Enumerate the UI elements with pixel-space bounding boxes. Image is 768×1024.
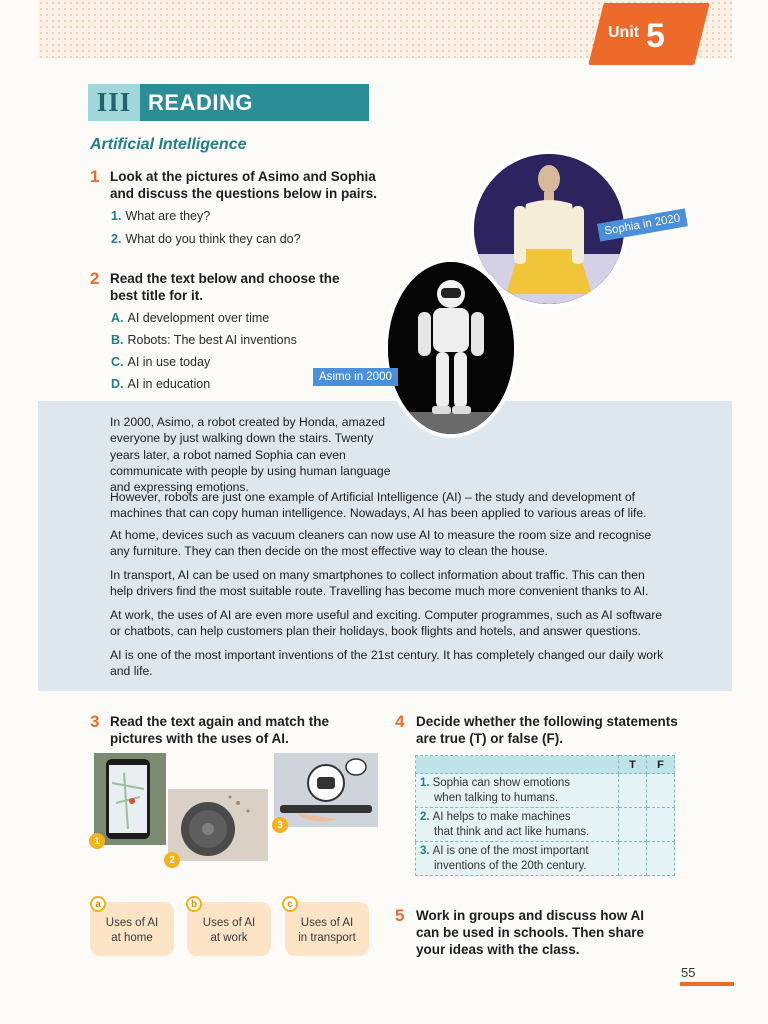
use-card-line-1: Uses of AI <box>300 917 354 929</box>
letter-b-badge: b <box>186 896 202 912</box>
statement-1 <box>416 774 619 808</box>
task-1-instruction <box>110 168 410 202</box>
lesson-subtitle: Artificial Intelligence <box>90 136 247 153</box>
task-2-instruction <box>110 270 380 304</box>
true-column-header: T <box>619 756 647 774</box>
question-text: What do you think they can do? <box>125 232 301 246</box>
picture-2-badge: 2 <box>164 852 180 868</box>
use-card-line-2: at work <box>210 932 248 944</box>
task-3-number: 3 <box>90 712 100 731</box>
option-text: Robots: The best AI inventions <box>127 333 297 347</box>
statement-text-line-1: AI is one of the most important <box>432 845 589 857</box>
task-2-line-2: best title for it. <box>110 288 204 303</box>
task-2-number: 2 <box>90 269 100 288</box>
task-1-question-2 <box>111 232 301 246</box>
task-5-number: 5 <box>395 906 405 925</box>
statement-text-line-2: that think and act like humans. <box>434 825 590 838</box>
table-row <box>416 842 675 876</box>
task-4-line-1: Decide whether the following statements <box>416 714 678 729</box>
option-label: B. <box>111 333 124 347</box>
task-2-option-b <box>111 333 297 347</box>
option-label: D. <box>111 377 124 391</box>
reading-paragraph-4: In transport, AI can be used on many smartphones to collect information about traffic. This can then help drivers find the most suitable route. Travelling has become much more convenient thanks to AI. <box>110 568 649 599</box>
answer-true-box[interactable] <box>619 774 647 808</box>
answer-true-box[interactable] <box>619 842 647 876</box>
reading-paragraph-5: At work, the uses of AI are even more useful and exciting. Computer programmes, such as AI software or chatbots, can help customers plan their holidays, book flights and hotels, and answer questions. <box>110 608 663 639</box>
task-1-line-1: Look at the pictures of Asimo and Sophia <box>110 169 376 184</box>
statement-number: 3. <box>420 845 430 857</box>
letter-c-badge: c <box>282 896 298 912</box>
table-row <box>416 808 675 842</box>
answer-false-box[interactable] <box>647 808 675 842</box>
task-3-instruction <box>110 713 380 747</box>
page-number: 55 <box>681 965 696 980</box>
picture-3-badge: 3 <box>272 817 288 833</box>
task-5-instruction <box>416 907 706 958</box>
use-card-line-1: Uses of AI <box>202 917 256 929</box>
asimo-robot-photo <box>384 258 518 438</box>
false-column-header: F <box>647 756 675 774</box>
statement-text-line-2: inventions of the 20th century. <box>434 859 587 872</box>
statement-text-line-1: AI helps to make machines <box>432 811 571 823</box>
use-card-line-2: at home <box>111 932 153 944</box>
task-2-line-1: Read the text below and choose the <box>110 271 340 286</box>
task-3-line-1: Read the text again and match the <box>110 714 330 729</box>
reading-paragraph-2: However, robots are just one example of Artificial Intelligence (AI) – the study and development of machines that can copy human intelligence. Nowadays, AI has been applied to various areas of life. <box>110 490 647 521</box>
sophia-caption: Sophia in 2020 <box>597 208 688 241</box>
option-text: AI development over time <box>127 311 270 325</box>
true-false-table <box>415 755 675 876</box>
task-2-option-c <box>111 355 210 369</box>
statement-text-line-1: Sophia can show emotions <box>432 777 571 789</box>
answer-false-box[interactable] <box>647 774 675 808</box>
reading-paragraph-1-part <box>110 414 400 495</box>
task-1-number: 1 <box>90 167 100 186</box>
option-text: AI in education <box>127 377 211 391</box>
option-label: C. <box>111 355 124 369</box>
reading-paragraph-3: At home, devices such as vacuum cleaners can now use AI to measure the room size and recognise any furniture. They can then decide on the most effective way to clean the house. <box>110 528 652 559</box>
asimo-caption: Asimo in 2000 <box>313 368 398 386</box>
task-4-line-2: are true (T) or false (F). <box>416 731 564 746</box>
task-1-question-1 <box>111 209 210 223</box>
statement-number: 2. <box>420 811 430 823</box>
task-4-number: 4 <box>395 712 405 731</box>
letter-a-badge: a <box>90 896 106 912</box>
statement-number: 1. <box>420 777 430 789</box>
chatbot-phone-photo <box>274 753 378 827</box>
use-card-line-2: in transport <box>298 932 356 944</box>
section-header <box>88 84 369 121</box>
task-2-option-a <box>111 311 269 325</box>
use-card-line-1: Uses of AI <box>105 917 159 929</box>
task-1-line-2: and discuss the questions below in pairs. <box>110 186 378 201</box>
use-card-b <box>187 902 271 956</box>
use-card-c <box>285 902 369 956</box>
answer-true-box[interactable] <box>619 808 647 842</box>
unit-number: 5 <box>646 17 665 55</box>
statement-2 <box>416 808 619 842</box>
question-number: 1. <box>111 209 122 223</box>
option-label: A. <box>111 311 124 325</box>
statement-text-line-2: when talking to humans. <box>434 791 559 804</box>
reading-paragraph-1: In 2000, Asimo, a robot created by Honda, amazed everyone by just walking down the stairs. Twenty years later, a robot named Sophia can even communicate with people by using human language and expressing emotions. <box>110 415 391 495</box>
section-roman-numeral: III <box>88 84 140 121</box>
page-number-underline <box>680 982 734 986</box>
picture-1-badge: 1 <box>89 833 105 849</box>
robot-vacuum-photo <box>168 789 268 861</box>
task-3-line-2: pictures with the uses of AI. <box>110 731 289 746</box>
unit-label: Unit <box>608 24 640 41</box>
statement-3 <box>416 842 619 876</box>
option-text: AI in use today <box>127 355 211 369</box>
task-5-line-2: can be used in schools. Then share <box>416 925 645 940</box>
statement-header <box>416 756 619 774</box>
table-header-row <box>416 756 675 774</box>
task-5-line-3: your ideas with the class. <box>416 942 580 957</box>
smartphone-map-photo <box>94 753 166 845</box>
answer-false-box[interactable] <box>647 842 675 876</box>
table-row <box>416 774 675 808</box>
task-4-instruction <box>416 713 706 747</box>
section-title: READING <box>148 89 253 115</box>
task-2-option-d <box>111 377 210 391</box>
question-number: 2. <box>111 232 122 246</box>
reading-paragraph-6: AI is one of the most important inventions of the 21st century. It has completely changed our daily work and life. <box>110 648 664 679</box>
question-text: What are they? <box>125 209 211 223</box>
task-5-line-1: Work in groups and discuss how AI <box>416 908 645 923</box>
